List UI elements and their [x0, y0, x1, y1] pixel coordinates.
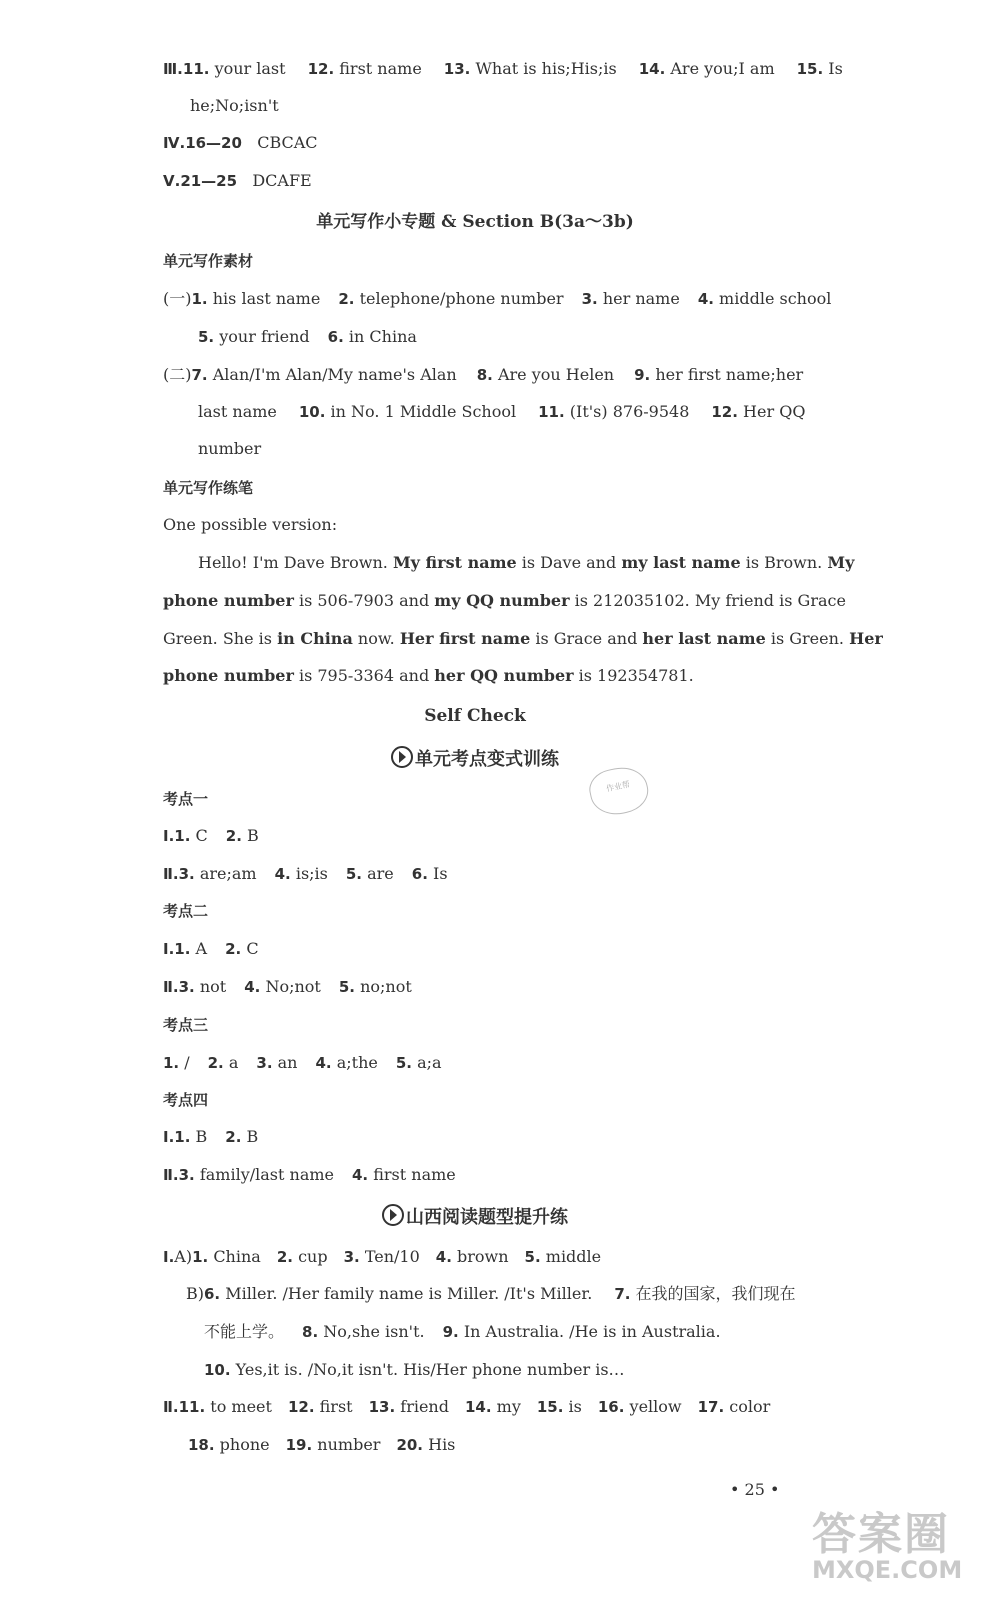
answer-item: [208, 1053, 239, 1072]
answer-item: [639, 59, 775, 78]
answer-number: 9.: [442, 1323, 459, 1341]
kaodian-1-title: 考点一: [163, 790, 209, 808]
answer-text: your friend: [219, 327, 310, 346]
answer-item: [797, 59, 843, 78]
answer-number: 18.: [188, 1436, 215, 1454]
answer-text: her name: [602, 289, 680, 308]
essay-key-phrase: Her: [849, 629, 883, 648]
section-number: Ⅰ.: [163, 827, 175, 845]
reading-line-4: [204, 1359, 625, 1381]
answer-number: 5.: [395, 1054, 412, 1072]
self-check-title: Self Check: [424, 706, 526, 726]
answer-item: [302, 1322, 425, 1341]
essay-text: is Green.: [765, 629, 850, 648]
answer-text: no;not: [360, 977, 412, 996]
essay-text: is 212035102. My friend is Grace: [569, 591, 846, 610]
answer-text: Are you Helen: [497, 365, 615, 384]
answer-text: in China: [348, 327, 417, 346]
section-number: Ⅱ.: [163, 978, 179, 996]
essay-key-phrase: my QQ number: [434, 591, 570, 610]
reading-line-3: [204, 1321, 721, 1343]
self-check-subtitle: [0, 746, 950, 772]
writing-material-title: 单元写作素材: [163, 252, 254, 270]
answer-item: [444, 59, 617, 78]
answer-text: B: [247, 826, 259, 845]
essay-line-4: [163, 665, 694, 687]
answer-number: 1.: [174, 940, 191, 958]
section-number: Ⅱ.: [163, 1398, 179, 1416]
answer-number: 4.: [435, 1248, 452, 1266]
answer-text: No;not: [265, 977, 321, 996]
answer-item: [465, 1397, 521, 1416]
answer-text: family/last name: [199, 1165, 334, 1184]
answer-text: not: [199, 977, 227, 996]
reading-line-2: [186, 1283, 796, 1305]
answer-item: [198, 402, 277, 421]
answer-number: 14.: [638, 60, 666, 78]
answer-text: in No. 1 Middle School: [330, 402, 517, 421]
answer-item: [344, 1247, 420, 1266]
answer-item: [286, 1435, 381, 1454]
answer-number: 4.: [244, 978, 261, 996]
kaodian-2-title: 考点二: [163, 902, 209, 920]
answer-number: 13.: [443, 60, 471, 78]
kaodian-1-line2: [163, 863, 448, 885]
answer-item: [698, 289, 832, 308]
part-label: (一): [163, 289, 192, 308]
answer-item: [582, 289, 680, 308]
answer-item: [192, 1247, 261, 1266]
answer-number: 1.: [163, 1054, 180, 1072]
answer-line-section3: [163, 58, 843, 80]
writing-part2-line1: [163, 364, 803, 386]
answer-item: [192, 289, 321, 308]
answer-item: [412, 864, 448, 883]
answer-number: 4.: [352, 1166, 369, 1184]
answer-item: [256, 1053, 297, 1072]
answer-item: [188, 1435, 270, 1454]
answer-item: [204, 1360, 625, 1379]
answer-text: first name: [339, 59, 422, 78]
answer-item: [315, 1053, 377, 1072]
answer-item: [346, 864, 394, 883]
answer-number: 2.: [225, 827, 242, 845]
reading-title-text: 山西阅读题型提升练: [406, 1207, 568, 1228]
answer-item: [174, 939, 207, 958]
answer-number: 2.: [225, 1128, 242, 1146]
answer-text: number: [317, 1435, 381, 1454]
answer-text: 在我的国家，我们现在: [635, 1284, 796, 1303]
answer-number: 6.: [411, 865, 428, 883]
part-label: A): [174, 1247, 193, 1266]
answer-text: a;a: [417, 1053, 442, 1072]
answer-item: [443, 1322, 721, 1341]
essay-text: is 192354781.: [573, 666, 694, 685]
answer-number: 5.: [345, 865, 363, 883]
answer-item: [174, 1127, 207, 1146]
answer-text: middle: [545, 1247, 602, 1266]
answer-text: Her QQ: [743, 402, 806, 421]
answer-item: [204, 1284, 592, 1303]
answer-item: [179, 977, 227, 996]
answer-text: /: [184, 1053, 190, 1072]
watermark-url: MXQE.COM: [812, 1556, 963, 1584]
answer-item: [614, 1284, 795, 1303]
answer-text: color: [729, 1397, 771, 1416]
answer-text: Are you;I am: [670, 59, 775, 78]
answer-number: 3.: [178, 978, 195, 996]
answer-item: [226, 826, 259, 845]
answer-item: [338, 289, 563, 308]
essay-key-phrase: My first name: [392, 553, 517, 572]
essay-key-phrase: phone number: [163, 591, 294, 610]
answer-item: [179, 1397, 272, 1416]
answer-item: [477, 365, 614, 384]
answer-text: Is: [433, 864, 448, 883]
essay-text: is 506-7903 and: [293, 591, 435, 610]
kaodian-4-line2: [163, 1164, 456, 1186]
answer-item: [537, 1397, 582, 1416]
essay-text: is Dave and: [516, 553, 622, 572]
answer-text: telephone/phone number: [359, 289, 564, 308]
answer-item: [225, 1127, 258, 1146]
answer-number: 2.: [225, 940, 242, 958]
section-number: Ⅴ.: [163, 172, 181, 190]
essay-text: Green. She is: [163, 629, 278, 648]
writing-part2-line2: [198, 401, 805, 423]
answer-number: 9.: [634, 366, 651, 384]
answer-number: 8.: [302, 1323, 319, 1341]
answer-range: 21—25: [180, 172, 238, 190]
answer-text: are: [367, 864, 394, 883]
reading-line-6: [188, 1434, 455, 1456]
answer-item: [339, 977, 412, 996]
answer-line-section5: [163, 170, 312, 192]
reading-line-5: [163, 1396, 770, 1418]
answer-number: 14.: [464, 1398, 492, 1416]
answer-text: first name: [373, 1165, 456, 1184]
answer-text: friend: [400, 1397, 449, 1416]
answer-text: 不能上学。: [204, 1322, 285, 1341]
answer-number: 1.: [192, 1248, 209, 1266]
answer-text: C: [195, 826, 208, 845]
answer-number: 3.: [178, 865, 195, 883]
section-number: Ⅰ.: [163, 1248, 175, 1266]
answer-number: 17.: [697, 1398, 725, 1416]
answer-number: 3.: [581, 290, 598, 308]
answer-number: 11.: [182, 60, 210, 78]
essay-line-1: [198, 552, 854, 574]
answer-text: his last name: [212, 289, 321, 308]
answer-number: 3.: [178, 1166, 195, 1184]
essay-text: is 795-3364 and: [293, 666, 435, 685]
answer-item: [369, 1397, 449, 1416]
answer-text: is: [568, 1397, 582, 1416]
essay-text: is Grace and: [530, 629, 643, 648]
play-arrow-icon: [382, 1204, 404, 1226]
answer-item: [396, 1435, 455, 1454]
answer-item: [396, 1053, 442, 1072]
answer-item: [299, 402, 516, 421]
answer-number: 1.: [174, 827, 191, 845]
answer-number: 2.: [276, 1248, 293, 1266]
answer-item: [288, 1397, 353, 1416]
answer-text: Yes,it is. /No,it isn't. His/Her phone number is…: [235, 1360, 625, 1379]
answer-text: middle school: [719, 289, 832, 308]
answer-text: your last: [214, 59, 286, 78]
answer-item: [328, 327, 417, 346]
answer-number: 5.: [338, 978, 355, 996]
answer-text: brown: [457, 1247, 509, 1266]
answer-text: an: [277, 1053, 298, 1072]
answer-text: number: [198, 439, 262, 458]
answer-number: 13.: [368, 1398, 396, 1416]
answer-number: 4.: [274, 865, 291, 883]
answer-text: No,she isn't.: [323, 1322, 425, 1341]
answer-text: B: [246, 1127, 259, 1146]
kaodian-3-title: 考点三: [163, 1016, 209, 1034]
answer-item: [225, 939, 258, 958]
essay-key-phrase: phone number: [163, 666, 294, 685]
answer-number: 19.: [285, 1436, 313, 1454]
play-arrow-icon: [391, 746, 413, 768]
essay-key-phrase: Her first name: [399, 629, 531, 648]
answer-number: 12.: [287, 1398, 315, 1416]
answer-item: [179, 864, 257, 883]
answer-number: 7.: [614, 1285, 631, 1303]
answer-number: 4.: [697, 290, 714, 308]
answer-number: 2.: [207, 1054, 224, 1072]
answer-item: [538, 402, 689, 421]
answer-item: [352, 1165, 456, 1184]
answer-number: 15.: [796, 60, 824, 78]
writing-section-title: 单元写作小专题 & Section B(3a～3b): [316, 212, 634, 232]
answer-text: phone: [219, 1435, 270, 1454]
answer-text: yellow: [629, 1397, 682, 1416]
answer-text: His: [428, 1435, 456, 1454]
answer-text: is;is: [295, 864, 328, 883]
reading-line-1: [163, 1246, 601, 1268]
answer-text: to meet: [210, 1397, 272, 1416]
answer-line-section4: [163, 132, 318, 154]
answer-number: 1.: [191, 290, 208, 308]
answer-item: [634, 365, 803, 384]
section-number: Ⅱ.: [163, 865, 179, 883]
answer-value: CBCAC: [257, 133, 318, 152]
essay-key-phrase: her last name: [642, 629, 766, 648]
answer-number: 6.: [327, 328, 344, 346]
essay-text: Hello! I'm Dave Brown.: [198, 553, 393, 572]
answer-item: [598, 1397, 682, 1416]
section-number: Ⅱ.: [163, 1166, 179, 1184]
answer-number: 3.: [256, 1054, 273, 1072]
answer-text: C: [246, 939, 259, 958]
essay-line-3: [163, 628, 883, 650]
page-number: • 25 •: [730, 1480, 780, 1499]
essay-text: now.: [352, 629, 400, 648]
answer-number: 7.: [191, 366, 208, 384]
section-number: Ⅲ.: [163, 60, 183, 78]
answer-item: [275, 864, 328, 883]
answer-item: [198, 327, 310, 346]
answer-item: [436, 1247, 509, 1266]
answer-text: Miller. /Her family name is Miller. /It's Miller.: [225, 1284, 593, 1303]
answer-item: [183, 59, 286, 78]
answer-text: cup: [298, 1247, 328, 1266]
answer-text: (It's) 876-9548: [569, 402, 690, 421]
stamp-text: 作业帮: [605, 779, 631, 794]
answer-text: Alan/I'm Alan/My name's Alan: [212, 365, 457, 384]
answer-number: 12.: [307, 60, 335, 78]
answer-item: [174, 826, 207, 845]
answer-number: 4.: [315, 1054, 332, 1072]
kaodian-3-line1: [163, 1052, 442, 1074]
answer-item: [192, 365, 457, 384]
essay-key-phrase: in China: [277, 629, 353, 648]
answer-number: 11.: [178, 1398, 206, 1416]
answer-text: China: [213, 1247, 261, 1266]
answer-text: first: [319, 1397, 353, 1416]
answer-number: 1.: [174, 1128, 191, 1146]
answer-item: [163, 1053, 190, 1072]
writing-part1-line1: [163, 288, 831, 310]
writing-part2-line3: [198, 438, 261, 460]
answer-number: 12.: [711, 403, 738, 421]
watermark: [812, 1498, 962, 1584]
answer-number: 3.: [343, 1248, 360, 1266]
kaodian-4-line1: [163, 1126, 258, 1148]
answer-number: 8.: [476, 366, 493, 384]
kaodian-2-line2: [163, 976, 412, 998]
answer-value: DCAFE: [252, 171, 312, 190]
answer-text: B: [195, 1127, 208, 1146]
answer-item: [277, 1247, 328, 1266]
answer-item: [204, 1322, 284, 1341]
answer-item: [698, 1397, 771, 1416]
answer-number: 10.: [298, 403, 326, 421]
answer-text: Is: [828, 59, 843, 78]
answer-item: [244, 977, 321, 996]
watermark-text: 答案圈: [812, 1509, 950, 1560]
answer-line-section3-cont: he;No;isn't: [190, 96, 279, 115]
essay-key-phrase: her QQ number: [434, 666, 574, 685]
kaodian-1-line1: [163, 825, 259, 847]
answer-text: a: [228, 1053, 239, 1072]
answer-text: a;the: [336, 1053, 378, 1072]
answer-number: 15.: [536, 1398, 564, 1416]
answer-text: What is his;His;is: [475, 59, 617, 78]
writing-practice-title: 单元写作练笔: [163, 479, 254, 497]
essay-text: is Brown.: [740, 553, 828, 572]
answer-item: [525, 1247, 602, 1266]
part-label: (二): [163, 365, 192, 384]
answer-number: 2.: [338, 290, 355, 308]
answer-number: 20.: [396, 1436, 424, 1454]
answer-item: [711, 402, 805, 421]
kaodian-4-title: 考点四: [163, 1091, 209, 1109]
answer-number: 10.: [204, 1361, 231, 1379]
answer-text: In Australia. /He is in Australia.: [463, 1322, 721, 1341]
essay-key-phrase: My: [827, 553, 855, 572]
answer-number: 6.: [204, 1285, 221, 1303]
essay-key-phrase: my last name: [621, 553, 741, 572]
answer-text: A: [195, 939, 208, 958]
reading-title: [0, 1204, 950, 1230]
answer-number: 5.: [198, 328, 215, 346]
section-number: Ⅳ.: [163, 134, 186, 152]
answer-item: [308, 59, 422, 78]
version-label: One possible version:: [163, 515, 338, 534]
answer-text: are;am: [199, 864, 257, 883]
essay-line-2: [163, 590, 846, 612]
answer-item: [179, 1165, 334, 1184]
section-number: Ⅰ.: [163, 1128, 175, 1146]
answer-text: last name: [198, 402, 277, 421]
section-number: Ⅰ.: [163, 940, 175, 958]
writing-part1-line2: [198, 326, 417, 348]
answer-number: 16.: [597, 1398, 625, 1416]
part-label: B): [186, 1284, 204, 1303]
answer-range: 16—20: [185, 134, 242, 152]
answer-item: [198, 439, 261, 458]
subtitle-text: 单元考点变式训练: [415, 749, 559, 770]
answer-text: her first name;her: [655, 365, 804, 384]
answer-number: 5.: [524, 1248, 541, 1266]
answer-number: 11.: [538, 403, 565, 421]
answer-text: Ten/10: [364, 1247, 420, 1266]
kaodian-2-line1: [163, 938, 259, 960]
answer-text: my: [496, 1397, 521, 1416]
